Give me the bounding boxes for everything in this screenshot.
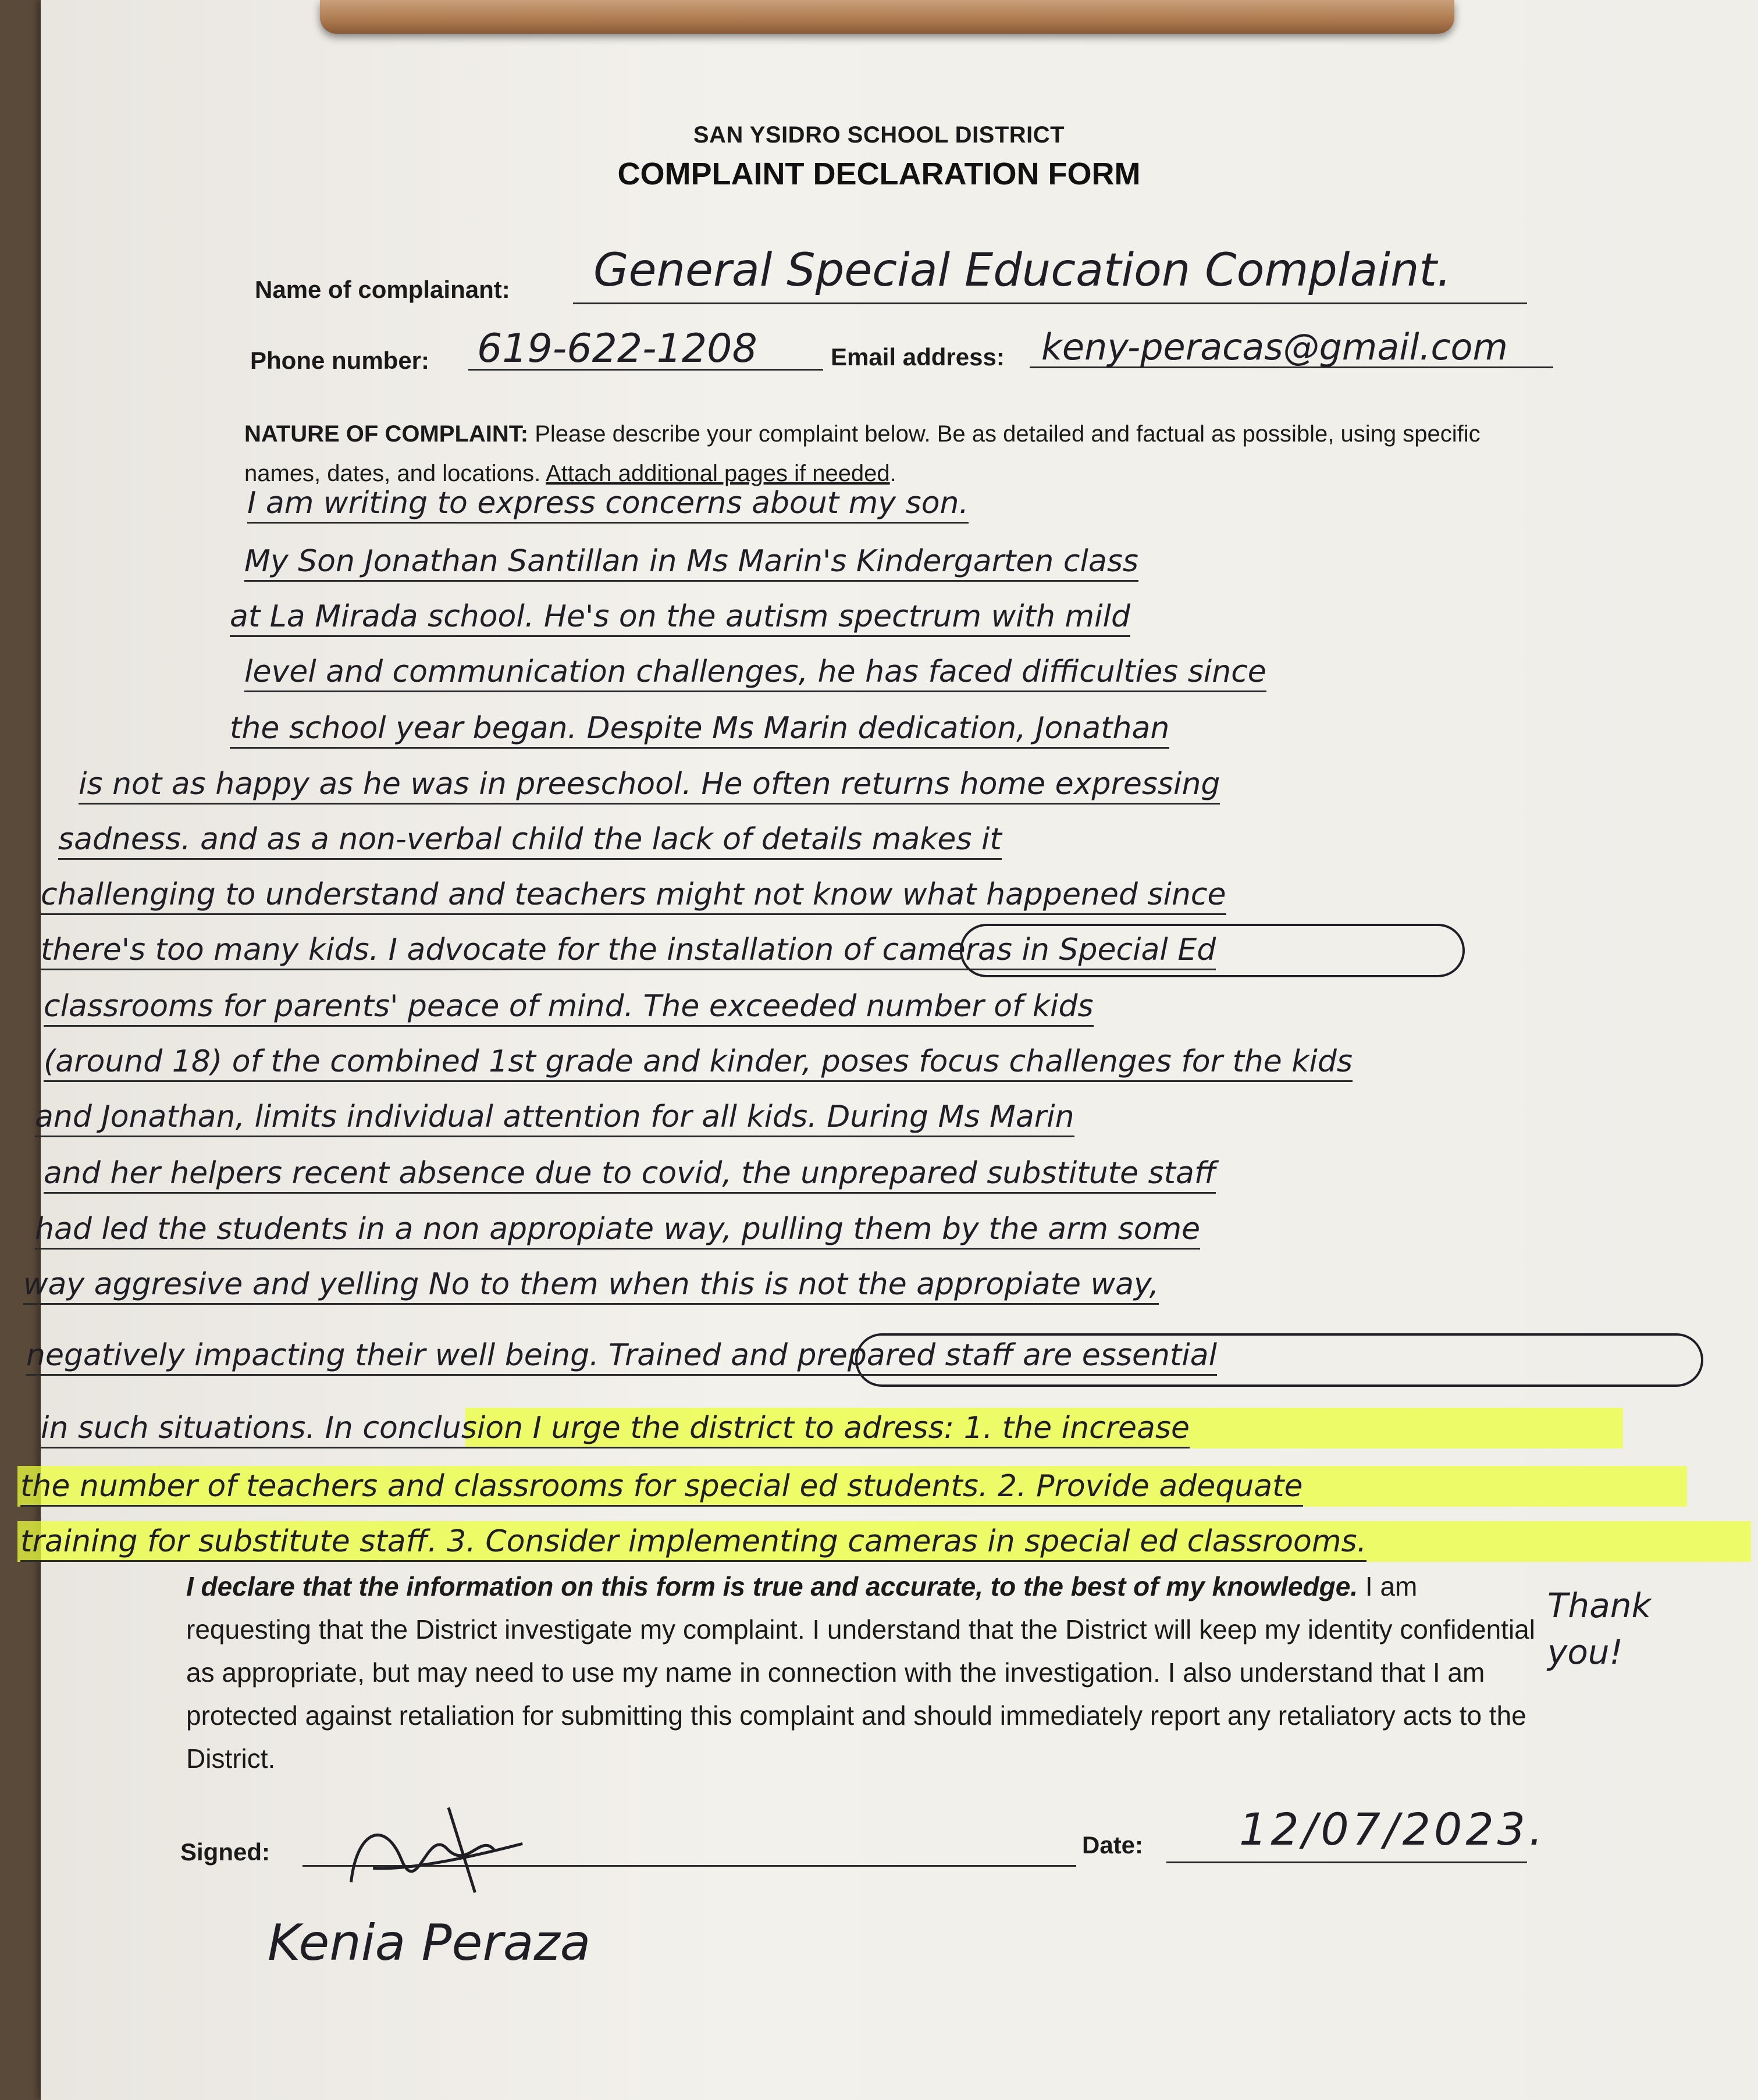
complaint-line-4: level and communication challenges, he has faced difficulties since (244, 654, 1266, 692)
complaint-line-7: sadness. and as a non-verbal child the lack of details makes it (58, 822, 1002, 860)
complaint-line-16: negatively impacting their well being. Trained and prepared staff are essential (26, 1338, 1217, 1376)
declaration-bold: I declare that the information on this form is true and accurate, to the best of my knowledge. (186, 1571, 1358, 1601)
email-label: Email address: (831, 343, 1005, 371)
complaint-line-19: training for substitute staff. 3. Consider implementing cameras in special ed classrooms. (20, 1524, 1366, 1562)
complaint-line-10: classrooms for parents' peace of mind. The exceeded number of kids (44, 989, 1094, 1027)
attach-note: Attach additional pages if needed (546, 461, 890, 486)
complaint-line-3: at La Mirada school. He's on the autism spectrum with mild (230, 599, 1130, 637)
email-value[interactable]: keny-peracas@gmail.com (1041, 326, 1508, 368)
complaint-line-18: the number of teachers and classrooms for special ed students. 2. Provide adequate (20, 1469, 1303, 1507)
complaint-line-1: I am writing to express concerns about my son. (247, 486, 969, 524)
nature-text: Please describe your complaint below. Be as detailed and factual as possible, using specific names, dates, and locations. (244, 421, 1481, 486)
district-name: SAN YSIDRO SCHOOL DISTRICT (693, 122, 1065, 148)
complaint-line-13: and her helpers recent absence due to covid, the unprepared substitute staff (44, 1156, 1216, 1194)
declaration-paragraph (186, 1565, 1547, 1780)
date-underline (1166, 1861, 1527, 1863)
form-title: COMPLAINT DECLARATION FORM (617, 156, 1141, 191)
signature-scribble[interactable] (332, 1793, 540, 1924)
clipboard-clip (320, 0, 1454, 34)
signature-mark-icon (332, 1793, 539, 1913)
complaint-line-2: My Son Jonathan Santillan in Ms Marin's Kindergarten class (244, 544, 1138, 582)
name-value[interactable]: General Special Education Complaint. (593, 244, 1451, 297)
declaration-text: I am requesting that the District investigate my complaint. I understand that the District will keep my identity confidential as appropriate, but may need to use my name in connection with the investigation. I also understand that I am protected against retaliation for submitting this complaint and should immediately report any retaliatory acts to the District. (186, 1571, 1535, 1774)
complaint-line-9: there's too many kids. I advocate for the installation of cameras in Special Ed (41, 932, 1216, 970)
complaint-line-15: way aggresive and yelling No to them when this is not the appropiate way, (23, 1267, 1159, 1305)
date-label: Date: (1082, 1831, 1144, 1859)
name-label: Name of complainant: (255, 276, 510, 303)
complaint-line-5: the school year began. Despite Ms Marin dedication, Jonathan (230, 711, 1169, 749)
complaint-line-11: (around 18) of the combined 1st grade and kinder, poses focus challenges for the kids (44, 1044, 1353, 1082)
complaint-line-12: and Jonathan, limits individual attention for all kids. During Ms Marin (35, 1099, 1074, 1137)
phone-value[interactable]: 619-622-1208 (477, 326, 757, 372)
phone-label: Phone number: (250, 347, 430, 374)
nature-instructions: NATURE OF COMPLAINT: Please describe your complaint below. Be as detailed and factual as possible, using specific names, dates, and locations. Attach additional pages if needed. (244, 421, 1481, 486)
date-value[interactable]: 12/07/2023. (1239, 1803, 1547, 1855)
name-underline (573, 302, 1527, 304)
printed-name: Kenia Peraza (268, 1914, 591, 1972)
complaint-line-6: is not as happy as he was in preeschool. He often returns home expressing (79, 767, 1220, 805)
complaint-line-8: challenging to understand and teachers might not know what happened since (41, 877, 1226, 915)
margin-note-thanks: Thank you! (1547, 1586, 1652, 1672)
complaint-line-14: had led the students in a non appropiate way, pulling them by the arm some (35, 1212, 1200, 1250)
signed-label: Signed: (180, 1838, 270, 1866)
complaint-line-17: in such situations. In conclusion I urge the district to adress: 1. the increase (41, 1411, 1190, 1448)
nature-heading: NATURE OF COMPLAINT: (244, 421, 529, 447)
